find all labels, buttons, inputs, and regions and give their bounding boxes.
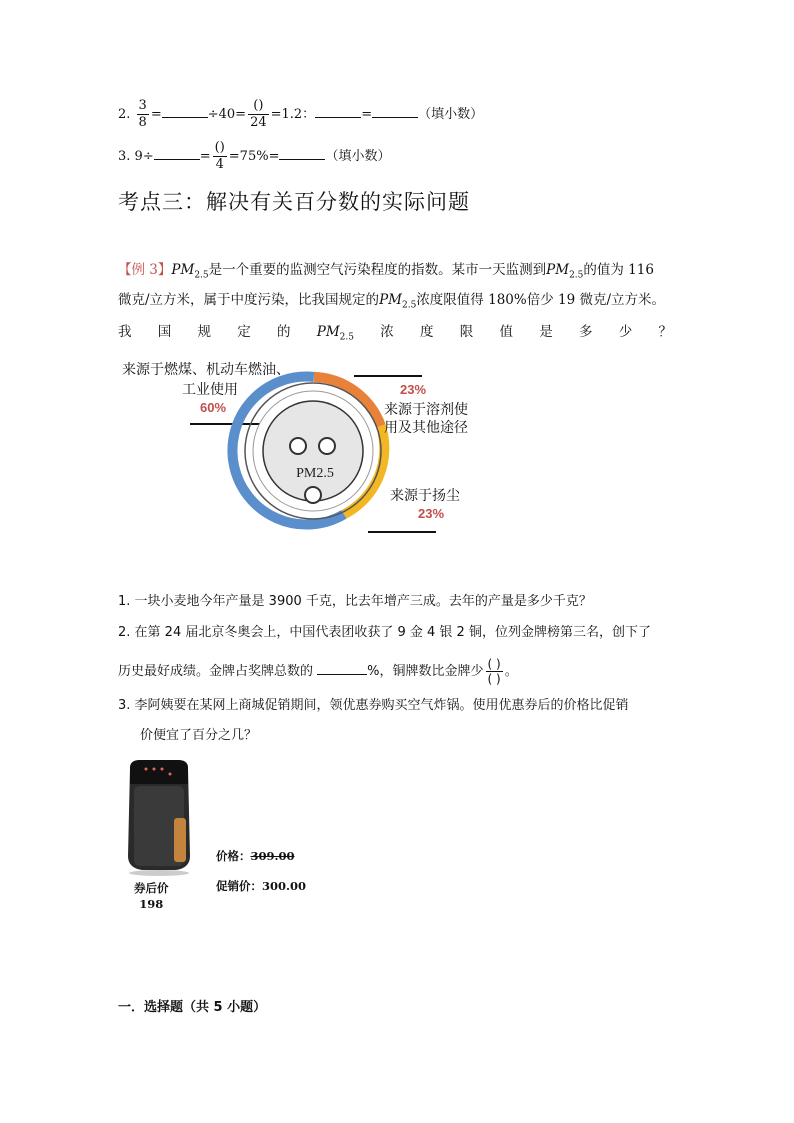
question-2-line2 (118, 657, 518, 686)
word: 是 (539, 324, 553, 340)
word: 值 (499, 324, 513, 340)
example-text: 微克/立方米，属于中度污染，比我国规定的 (118, 292, 380, 308)
example-text: 浓度限值得 180%倍少 19 微克/立方米。 (416, 292, 666, 308)
word: 规 (197, 324, 211, 340)
item-number: 3. (118, 149, 131, 164)
word: 的 (277, 324, 291, 340)
denominator: 24 (250, 115, 267, 130)
label-dust: 来源于扬尘 (390, 487, 460, 503)
coupon-label: 券后价 (134, 881, 169, 895)
example-text: 是一个重要的监测空气污染程度的指数。某市一天监测到 (208, 262, 547, 278)
denominator: ( ) (487, 672, 501, 686)
word: 少 (618, 324, 633, 340)
word: ？ (658, 324, 672, 340)
numerator: () (214, 140, 225, 155)
word: 定 (237, 324, 251, 340)
period: 。 (504, 664, 518, 679)
label-solvent-line2: 用及其他途径 (384, 419, 468, 435)
pm25 (317, 322, 354, 348)
question-2-line1: 2. 在第 24 届北京冬奥会上，中国代表团收获了 9 金 4 银 2 铜，位列金牌榜第三名，创下了 (118, 625, 651, 640)
control-dot (153, 768, 156, 771)
pm-text: PM (316, 324, 340, 340)
word: 多 (579, 324, 593, 340)
blank-5[interactable] (279, 147, 325, 160)
equals: = (150, 107, 162, 122)
pm-sub: 2.5 (194, 270, 209, 281)
nine-divide: 9÷ (134, 149, 154, 164)
promo-value: 300.00 (262, 879, 307, 893)
word: 限 (459, 324, 474, 340)
example-text: 的值为 116 (583, 262, 654, 278)
numerator: () (248, 98, 269, 115)
control-dot (169, 773, 172, 776)
control-dot (145, 768, 148, 771)
percent-text: =75%= (228, 149, 280, 164)
price-value: 309.00 (250, 849, 295, 863)
original-price (216, 848, 295, 864)
divide-40: ÷40= (207, 107, 247, 122)
fill-line-3 (118, 140, 390, 173)
ratio-text: =1.2： (270, 107, 316, 122)
denominator: 4 (215, 157, 224, 172)
price-label: 价格： (216, 849, 251, 863)
blank-1[interactable] (162, 105, 208, 118)
numerator: 3 (138, 98, 147, 113)
control-dot (161, 768, 164, 771)
example-line-3 (118, 322, 672, 348)
particle (305, 487, 321, 503)
question-3-line1: 3. 李阿姨要在某网上商城促销期间，领优惠券购买空气炸锅。使用优惠券后的价格比促销 (118, 698, 629, 713)
example-label: 【例 3】 (118, 262, 172, 278)
q2-text: 历史最好成绩。金牌占奖牌总数的 (118, 664, 314, 679)
pm25 (546, 262, 584, 281)
equals: = (199, 149, 211, 164)
pm25 (171, 262, 209, 281)
question-1: 1. 一块小麦地今年产量是 3900 千克，比去年增产三成。去年的产量是多少千克？ (118, 594, 592, 609)
blank-2[interactable] (315, 105, 361, 118)
section-heading: 考点三：解决有关百分数的实际问题 (118, 190, 470, 214)
example-line-2 (118, 290, 665, 316)
pct-solvent: 23% (400, 382, 427, 397)
pm-sub: 2.5 (569, 270, 584, 281)
example-line-1 (118, 260, 654, 286)
fill-line-2 (118, 98, 483, 131)
pct-coal: 60% (200, 400, 227, 415)
fraction-blank-4 (213, 140, 227, 173)
fryer-shadow (129, 870, 189, 876)
promo-price (216, 878, 306, 894)
equals: = (361, 107, 373, 122)
pm-text: PM (171, 262, 195, 278)
promo-label: 促销价： (216, 879, 262, 893)
word: 我 (118, 324, 132, 340)
fryer-top (130, 760, 188, 784)
pm25-source-diagram (118, 352, 478, 552)
center-label: PM2.5 (296, 466, 334, 481)
numerator: ( ) (487, 657, 501, 671)
label-solvent-line1: 来源于溶剂使 (384, 401, 468, 417)
word: 度 (420, 324, 434, 340)
coupon-price (134, 880, 169, 912)
denominator: 8 (138, 115, 147, 130)
fraction-blank-24 (248, 98, 269, 131)
pm-sub: 2.5 (401, 300, 417, 311)
particle (290, 438, 306, 454)
coupon-value: 198 (139, 897, 164, 911)
label-coal-line2: 工业使用 (182, 381, 238, 397)
fill-note: （填小数） (418, 107, 484, 122)
blank-3[interactable] (372, 105, 418, 118)
q2-text: %，铜牌数比金牌少 (367, 664, 484, 679)
blank-4[interactable] (154, 147, 200, 160)
pm-sub: 2.5 (339, 332, 354, 343)
item-number: 2. (118, 107, 131, 122)
fill-note: （填小数） (325, 149, 391, 164)
fryer-handle (174, 818, 186, 862)
word: 国 (157, 324, 172, 340)
pm-text: PM (546, 262, 570, 278)
blank-fraction[interactable] (486, 657, 503, 686)
blank-gold-percent[interactable] (317, 662, 367, 675)
question-3-line2: 价便宜了百分之几？ (140, 728, 258, 743)
label-coal-line1: 来源于燃煤、机动车燃油、 (122, 361, 290, 377)
pm25 (379, 292, 417, 311)
section-title: 一．选择题（共 5 小题） (118, 1000, 267, 1015)
word: 浓 (380, 324, 394, 340)
particle (319, 438, 335, 454)
pct-dust: 23% (418, 506, 445, 521)
fraction-3-8 (137, 98, 149, 131)
pm-text: PM (379, 292, 402, 308)
